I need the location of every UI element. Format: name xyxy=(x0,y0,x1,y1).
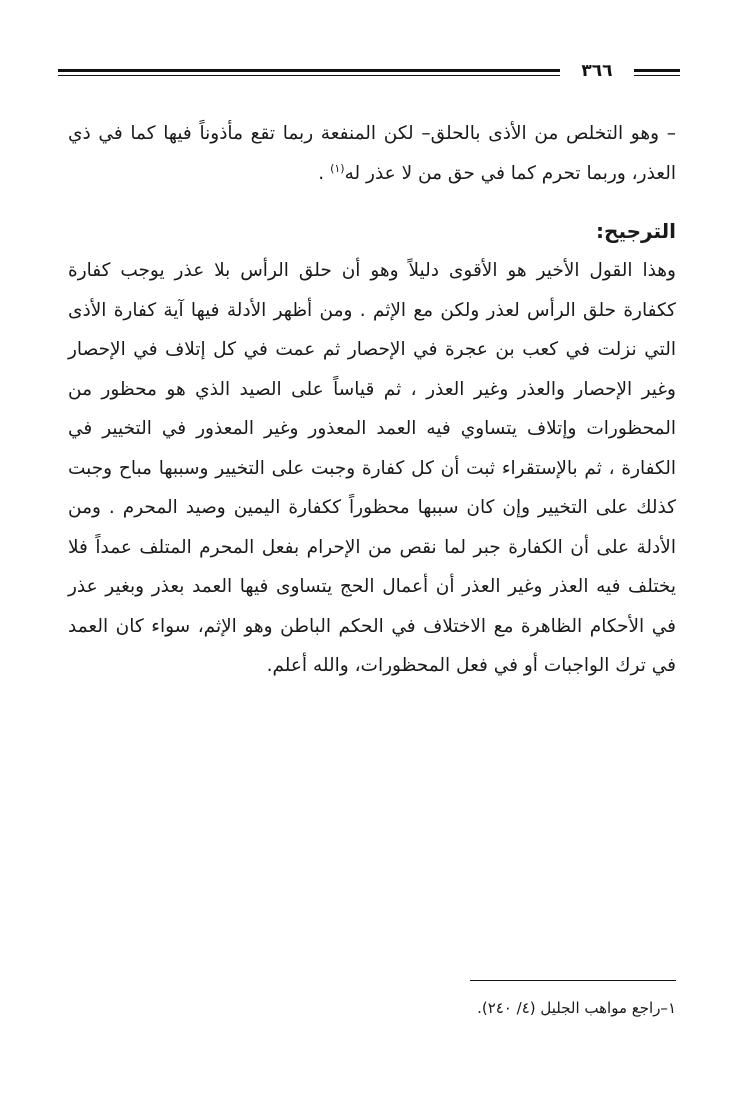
page-number: ٣٦٦ xyxy=(560,60,634,82)
header-rule xyxy=(58,75,558,76)
paragraph xyxy=(68,114,676,193)
footnote-reference[interactable]: (١) xyxy=(330,161,345,175)
footnote-separator xyxy=(470,980,676,981)
paragraph-text: – وهو التخلص من الأذى بالحلق– لكن المنفعة ربما تقع مأذوناً فيها كما في ذي العذر، وربما تحرم كما في حق من لا عذر له xyxy=(68,123,676,184)
paragraph: وهذا القول الأخير هو الأقوى دليلاً وهو أن حلق الرأس بلا عذر يوجب كفارة ككفارة حلق الرأس لعذر ولكن مع الإثم . ومن أظهر الأدلة فيها آية كفارة الأذى التي نزلت في كعب بن عجرة في الإحصار ثم عمت في كل إتلاف في الإحصار وغير الإحصار والعذر وغير العذر ، ثم قياساً على الصيد الذي هو محظور من المحظورات وإتلاف يتساوي فيه العمد المعذور وغير المعذور في التخيير في الكفارة ، ثم بالإستقراء ثبت أن كل كفارة وجبت على التخيير وسببها مباح وجبت كذلك على التخيير وإن كان سببها محظوراً ككفارة اليمين وصيد المحرم . ومن الأدلة على أن الكفارة جبر لما نقص من الإحرام بفعل المحرم المتلف عمداً فلا يختلف فيه العذر وغير العذر أن أعمال الحج يتساوى فيها العمد بعذر وبغير عذر في الأحكام الظاهرة مع الاختلاف في الحكم الباطن وهو الإثم، سواء كان العمد في ترك الواجبات أو في فعل المحظورات، والله أعلم. xyxy=(68,260,676,676)
footnote: ١–راجع مواهب الجليل (٤/ ٢٤٠). xyxy=(477,999,676,1017)
paragraph-end: . xyxy=(318,162,325,184)
main-text xyxy=(68,114,676,686)
section-heading: الترجيح: xyxy=(596,219,676,243)
header-rule xyxy=(58,69,558,72)
page-header xyxy=(58,60,680,84)
